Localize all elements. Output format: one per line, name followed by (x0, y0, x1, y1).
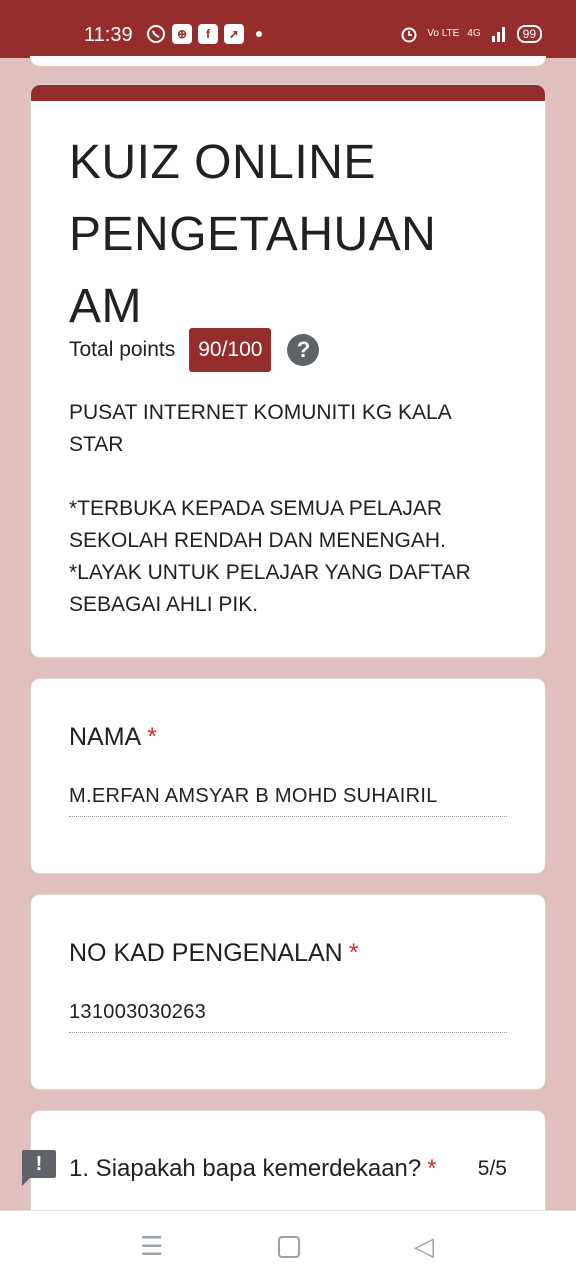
form-title: KUIZ ONLINE PENGETAHUAN AM (69, 136, 437, 333)
question-title: NAMA (69, 723, 142, 751)
question-score: 5/5 (477, 1157, 507, 1180)
battery-indicator: 99 (517, 25, 542, 43)
question-card-ic-number (30, 894, 546, 1090)
help-icon[interactable]: ? (287, 334, 319, 366)
recent-apps-button[interactable]: ☰ (140, 1231, 164, 1261)
volte-indicator: Vo LTE (427, 28, 460, 39)
required-asterisk: * (348, 939, 359, 967)
status-time: 11:39 (84, 24, 133, 46)
system-nav-bar (0, 1210, 576, 1281)
question-label (69, 723, 157, 752)
form-header-image (30, 56, 546, 66)
title-accent-bar (31, 85, 545, 101)
home-button[interactable] (278, 1236, 300, 1258)
whatsapp-icon (146, 24, 166, 44)
total-points-row (69, 328, 319, 372)
feedback-flag-icon[interactable]: ! (22, 1150, 56, 1178)
quiz-question-title: 1. Siapakah bapa kemerdekaan? (69, 1155, 422, 1182)
answer-text: M.ERFAN AMSYAR B MOHD SUHAIRIL (69, 785, 507, 817)
total-points-label: Total points (69, 338, 176, 361)
more-notifications-dot (256, 31, 262, 37)
facebook-icon: f (198, 24, 218, 44)
signal-icon (489, 24, 509, 44)
notification-icons (146, 24, 262, 44)
network-indicator: 4G (467, 28, 481, 39)
system-icons (399, 24, 542, 44)
app-icon: ⊕ (172, 24, 192, 44)
shortcut-icon: ➚ (224, 24, 244, 44)
required-asterisk: * (427, 1155, 437, 1182)
question-title: NO KAD PENGENALAN (69, 939, 343, 967)
required-asterisk: * (147, 723, 157, 751)
total-points-badge: 90/100 (189, 328, 271, 372)
question-label (69, 939, 358, 968)
question-card-nama (30, 678, 546, 874)
form-title-card (30, 84, 546, 658)
back-button[interactable]: ◁ (414, 1231, 434, 1261)
form-description: PUSAT INTERNET KOMUNITI KG KALA STAR *TERBUKA KEPADA SEMUA PELAJAR SEKOLAH RENDAH DAN MENENGAH. *LAYAK UNTUK PELAJAR YANG DAFTAR SEBAGAI AHLI PIK. (69, 401, 471, 616)
quiz-question-text (69, 1155, 437, 1183)
alarm-icon (399, 24, 419, 44)
status-bar (0, 0, 576, 58)
answer-text: 131003030263 (69, 1001, 507, 1033)
